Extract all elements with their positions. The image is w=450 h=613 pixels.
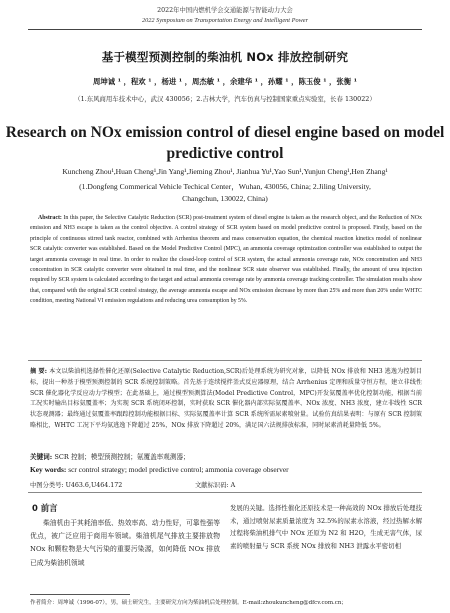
abstract-en xyxy=(30,213,422,307)
abstract-en-label: Abstract: xyxy=(38,215,62,221)
body-left-column: 柴油机由于其耗油率低、热效率高、动力性好，可靠性强等优点，被广泛应用于商用车领域。柴油机尾气排放主要排放物 NOx 和颗粒物是大气污染的重要污染源，如何降低 NOx 排放已成为柴油机领域 xyxy=(30,519,220,567)
conference-name-cn: 2022年中国内燃机学会交通能源与智能动力大会 xyxy=(157,7,293,14)
authors-en: Kuncheng Zhou¹,Huan Cheng¹,Jin Yang¹,Jieming Zhou¹, Jianhua Yu¹,Yao Sun¹,Yunjun Cheng¹,Hen Zhang¹ xyxy=(62,167,388,176)
header-divider xyxy=(28,29,422,30)
body-right-column: 发展的关键。选择性催化还原技术是一种高效的 NOx 排放后处理技术，通过喷射尿素质量浓度为 32.5%的尿素水溶液，经过热解水解过程将柴油机排气中 NOx 还原为 N2 和 H2O，生成无害气体，尿素的喷射量与 SCR 系统 NOx 排放和 NH3 泄露水平密切相 xyxy=(230,504,422,550)
body-divider xyxy=(28,492,422,493)
keywords-en xyxy=(30,465,422,475)
keywords-en-text: scr control strategy; model predictive control; ammonia coverage observer xyxy=(68,465,289,474)
keywords-cn-text: SCR 控制；模型预测控制；氨覆盖率观测器； xyxy=(54,453,190,461)
conference-name-en: 2022 Symposium on Transportation Energy and Intelligent Power xyxy=(141,17,309,24)
footnote-divider xyxy=(30,594,130,595)
affiliation-cn: （1.东风商用车技术中心，武汉 430056；2.吉林大学，汽车仿真与控制国家重点实验室，长春 130022） xyxy=(74,95,376,103)
abstract-cn-label: 摘 要: xyxy=(30,368,48,375)
section-heading: 0 前言 xyxy=(32,503,58,513)
clc-number: 中图分类号: U463.6,U464.172 xyxy=(30,482,123,489)
paper-title-cn: 基于模型预测控制的柴油机 NOx 排放控制研究 xyxy=(101,50,349,64)
abstract-divider xyxy=(28,360,422,361)
author-footnote: 作者简介：周坤诚（1996-07），男，硕士研究生，主要研究方向为柴油机后处理控制。E-mail:zhoukuncheng@dfcv.com.cn； xyxy=(30,600,347,606)
keywords-en-label: Key words: xyxy=(30,465,67,474)
keywords-cn xyxy=(30,452,422,462)
abstract-cn xyxy=(30,367,422,432)
abstract-cn-text: 本文以柴油机选择性催化还原(Selective Catalytic Reduction,SCR)后处理系统为研究对象，以降低 NOx 排放和 NH3 逃逸为控制目标，提出一种基于模型预测控制的 SCR 系统控制策略。首先基于连续搅拌釜式反应器原理，结合 Arrhenius 定理和质量守恒方程，建立非线性 SCR 催化器化学反应动力学模型；在此基础上，通过模型预测算法(Model Predictive Control，MPC)开发氨覆盖率优化控制功能，根据当前工况实时输出目标氨覆盖率；为实现 SCR 系统闭环控制，实时获取 SCR 催化器内部实际氨覆盖率、NOx 浓度、NH3 浓度，建立非线性 SCR 状态观测器；最终通过氨覆盖率跟踪控制功能根据目标、实际氨覆盖率计算 SCR 系统所需尿素喷射量。试验仿真结果表明：与原有 SCR 控制策略相比，WHTC 工况下平均氨逃逸下降超过 25%，NOx 排放下降超过 20%，满足国六法规排放标准，同时尿素消耗量降低 5%。 xyxy=(30,368,423,429)
affiliation-en: (1.Dongfeng Commerical Vehicle Techical Center，Wuhan, 430056, China; 2.Jiling University, Changchun, 130022, China) xyxy=(79,182,371,203)
authors-cn: 周坤诚 ¹ ，程欢 ¹ ，杨进 ¹ ，周杰敏 ¹ ，余建华 ¹ ，孙耀 ¹ ，陈玉俊 ¹ ，张衡 ¹ xyxy=(92,77,358,86)
abstract-en-text: In this paper, the Selective Catalytic Reduction (SCR) post-treatment system of diesel engine is taken as the research object, and the Reduction of NOx emission and NH3 escape is taken as the control objective. A control strategy of SCR system based on model predictive control is proposed. Firstly, based on the principle of continuous stirred tank reactor, combined with Arrhenius theorem and mass conservation equation, the chemical reaction kinetics model of nonlinear SCR catalytic converter was established. Based on the Model Predictive Control (MPC), an ammonia coverage optimization controller was established to output the target ammonia coverage in real time. In order to realize the closed-loop control of SCR system, the actual ammonia coverage rate, NOx concentration and NH3 concentration in SCR catalytic converter were obtained in real time, and the nonlinear SCR state observer was established. Finally, the amount of urea injection required by SCR system is calculated according to the target and actual ammonia coverage rate by ammonia coverage tracking controller. The simulation results show that, compared with the original SCR control strategy, the average ammonia escape and NOx emission decrease by more than 25% and more than 20% under WHTC condition, meeting National VI emission regulations and reducing urea consumption by 5%. xyxy=(30,215,422,305)
document-code: 文献标识码: A xyxy=(195,482,236,489)
paper-title-en: Research on NOx emission control of diesel engine based on model predictive control xyxy=(5,124,445,162)
keywords-cn-label: 关键词: xyxy=(30,453,53,461)
classification-line xyxy=(30,480,422,489)
